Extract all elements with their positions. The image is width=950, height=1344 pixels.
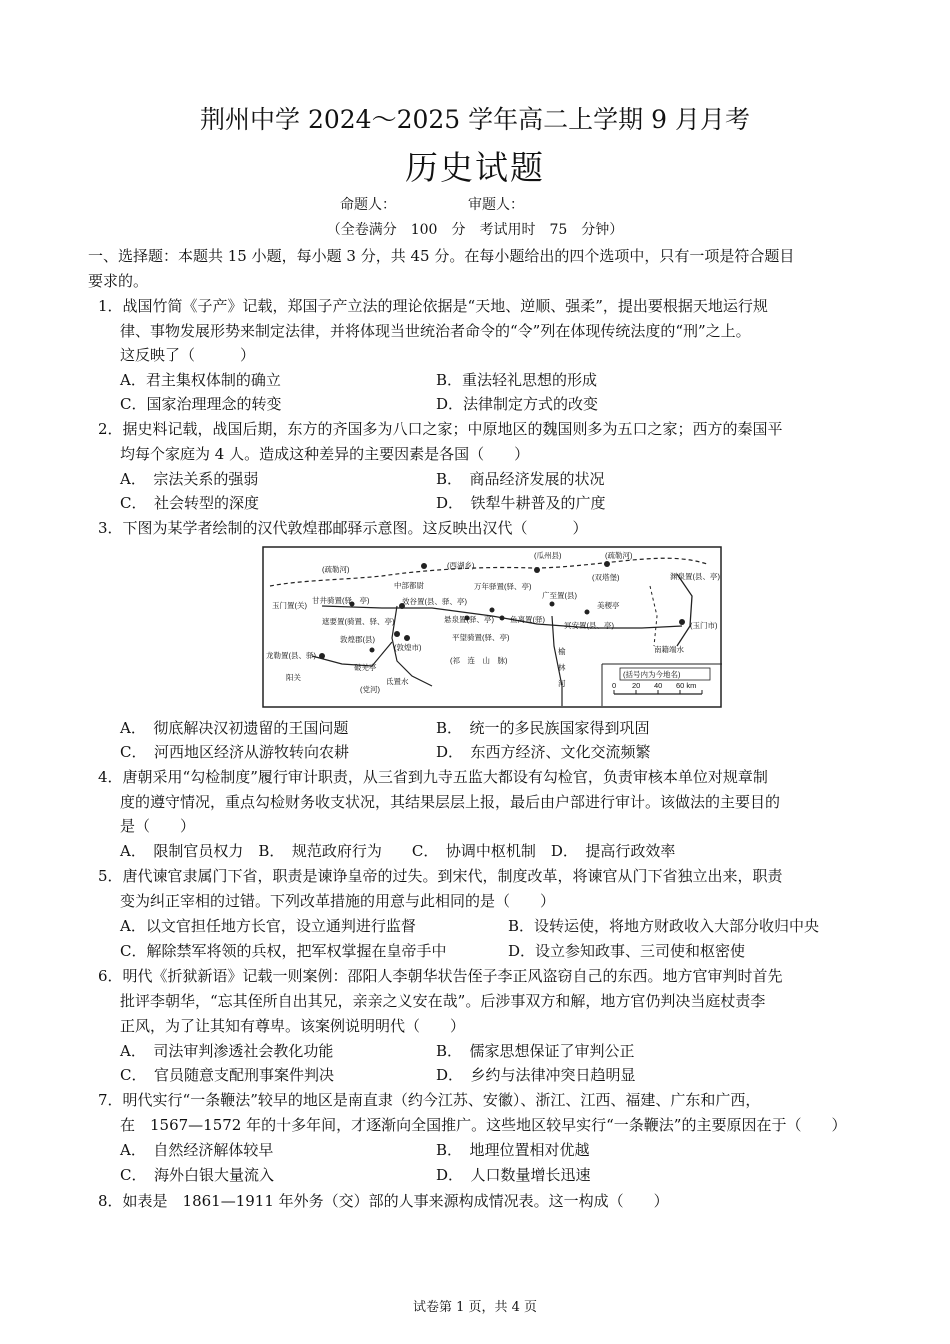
- map-label: (双塔堡): [592, 573, 620, 582]
- map-label: (西湖乡): [447, 561, 475, 570]
- section-intro: 一、选择题：本题共 15 小题，每小题 3 分，共 45 分。在每小题给出的四个选项中，只有一项是符合题目: [88, 247, 795, 265]
- q7-option-b[interactable]: B． 地理位置相对优越: [436, 1141, 590, 1159]
- q5-stem: 5．唐代谏官隶属门下省，职责是谏诤皇帝的过失。到宋代，制度改革，将谏官从门下省独立出来，职责: [98, 867, 783, 885]
- map-label: (疏勒河): [605, 551, 633, 560]
- map-label: 甘井骑置(驿、亭): [312, 596, 370, 605]
- section-intro-cont: 要求的。: [88, 272, 149, 290]
- q4-stem-2: 度的遵守情况，重点勾检财务收支状况，其结果层层上报，最后由户部进行审计。该做法的主要目的: [120, 793, 781, 811]
- map-scale-label: 0: [612, 681, 617, 690]
- map-label: 渊泉置(县、亭): [670, 572, 720, 581]
- q3-stem: 3．下图为某学者绘制的汉代敦煌郡邮驿示意图。这反映出汉代（ ）: [98, 519, 588, 537]
- q7-option-a[interactable]: A． 自然经济解体较早: [120, 1141, 274, 1159]
- map-label: 中部都尉: [394, 581, 424, 590]
- q1-stem-3: 这反映了（ ）: [120, 346, 256, 364]
- map-scale-label: 40: [654, 681, 663, 690]
- q3-option-a[interactable]: A． 彻底解决汉初遗留的王国问题: [120, 719, 349, 737]
- q4-stem-3: 是（ ）: [120, 817, 196, 835]
- q5-stem-2: 变为纠正宰相的过错。下列改革措施的用意与此相同的是（ ）: [120, 892, 556, 910]
- map-label: 破羌亭: [354, 663, 377, 672]
- map-label: 遮要置(骑置、驿、亭): [322, 617, 395, 626]
- q3-option-c[interactable]: C． 河西地区经济从游牧转向农耕: [120, 743, 349, 761]
- q6-option-b[interactable]: B． 儒家思想保证了审判公正: [436, 1042, 635, 1060]
- q4-options[interactable]: A． 限制官员权力 B． 规范政府行为 C． 协调中枢机制 D． 提高行政效率: [120, 842, 676, 860]
- q1-option-d[interactable]: D．法律制定方式的改变: [436, 395, 599, 413]
- map-label: 河: [558, 679, 566, 688]
- q1-option-b[interactable]: B．重法轻礼思想的形成: [436, 371, 598, 389]
- map-label: 南籍端水: [654, 645, 684, 654]
- q8-stem: 8．如表是 1861—1911 年外务（交）部的人事来源构成情况表。这一构成（ ）: [98, 1192, 669, 1210]
- q6-option-c[interactable]: C． 官员随意支配刑事案件判决: [120, 1066, 334, 1084]
- dunhuang-postal-map: [262, 546, 722, 708]
- map-label: 广至置(县): [542, 591, 577, 600]
- map-label: 阳关: [286, 673, 301, 682]
- map-label: 效谷置(县、驿、亭): [402, 597, 467, 606]
- q7-option-d[interactable]: D． 人口数量增长迅速: [436, 1166, 591, 1184]
- q2-option-d[interactable]: D． 铁犁牛耕普及的广度: [436, 494, 606, 512]
- author-label: 命题人：: [340, 197, 396, 213]
- map-legend-note: (括号内为今地名): [623, 670, 681, 679]
- reviewer-label: 审题人：: [468, 197, 524, 213]
- q2-option-b[interactable]: B． 商品经济发展的状况: [436, 470, 605, 488]
- q7-option-c[interactable]: C． 海外白银大量流入: [120, 1166, 274, 1184]
- map-label: 龙勒置(县、驿): [266, 651, 316, 660]
- q6-stem: 6．明代《折狱新语》记载一则案例：邵阳人李朝华状告侄子李正风盗窃自己的东西。地方官审判时首先: [98, 967, 783, 985]
- map-label: 玉门置(关): [272, 601, 307, 610]
- map-label: 鱼离置(驿): [510, 615, 545, 624]
- q1-stem-2: 律、事物发展形势来制定法律，并将体现当世统治者命令的“令”列在体现传统法度的“刑”之上。: [120, 322, 751, 340]
- q5-option-d[interactable]: D．设立参知政事、三司使和枢密使: [508, 942, 746, 960]
- map-label: (敦煌市): [394, 643, 422, 652]
- exam-note: （全卷满分 100 分 考试用时 75 分钟）: [326, 222, 624, 238]
- q5-option-c[interactable]: C．解除禁军将领的兵权，把军权掌握在皇帝手中: [120, 942, 447, 960]
- exam-title: 荆州中学 2024～2025 学年高二上学期 9 月月考: [200, 105, 750, 134]
- q6-option-a[interactable]: A． 司法审判渗透社会教化功能: [120, 1042, 334, 1060]
- q2-option-a[interactable]: A． 宗法关系的强弱: [120, 470, 259, 488]
- q7-stem-2: 在 1567—1572 年的十多年间，才逐渐向全国推广。这些地区较早实行“一条鞭法”的主要原因在于（ ）: [120, 1116, 847, 1134]
- q1-option-a[interactable]: A．君主集权体制的确立: [120, 371, 281, 389]
- map-label: 敦煌郡(县): [340, 635, 375, 644]
- map-label: 冥安置(县、亭): [564, 621, 614, 630]
- map-label: (疏勒河): [322, 565, 350, 574]
- q3-option-d[interactable]: D． 东西方经济、文化交流频繁: [436, 743, 651, 761]
- q2-stem-2: 均每个家庭为 4 人。造成这种差异的主要因素是各国（ ）: [120, 445, 530, 463]
- map-scale-label: 60 km: [676, 681, 697, 690]
- q5-option-a[interactable]: A．以文官担任地方长官，设立通判进行监督: [120, 917, 416, 935]
- q1-stem: 1．战国竹简《子产》记载，郑国子产立法的理论依据是“天地、逆顺、强柔”，提出要根据天地运行规: [98, 297, 768, 315]
- map-label: 林: [558, 663, 566, 672]
- map-label: 氐置水: [386, 677, 409, 686]
- q5-option-b[interactable]: B．设转运使，将地方财政收入大部分收归中央: [508, 917, 820, 935]
- q1-option-c[interactable]: C．国家治理理念的转变: [120, 395, 282, 413]
- map-label: 美稷亭: [597, 601, 620, 610]
- map-label: 榆: [558, 647, 566, 656]
- map-scale-label: 20: [632, 681, 641, 690]
- q7-stem: 7．明代实行“一条鞭法”较早的地区是南直隶（约今江苏、安徽）、浙江、江西、福建、广东和广西，: [98, 1091, 761, 1109]
- q4-stem: 4．唐朝采用“勾检制度”履行审计职责，从三省到九寺五监大都设有勾检官，负责审核本单位对规章制: [98, 768, 768, 786]
- q6-stem-2: 批评李朝华，“忘其侄所自出其兄，亲亲之义安在哉”。后涉事双方和解，地方官仍判决当庭杖责李: [120, 992, 766, 1010]
- page-footer: 试卷第 1 页，共 4 页: [412, 1300, 538, 1315]
- map-label: (玉门市): [690, 621, 718, 630]
- map-label: (祁 连 山 脉): [450, 656, 508, 665]
- map-label: 悬泉置(驿、亭): [444, 615, 494, 624]
- q6-stem-3: 正风，为了让其知有尊卑。该案例说明明代（ ）: [120, 1017, 466, 1035]
- map-label: 万年驿置(驿、亭): [474, 582, 532, 591]
- q2-stem: 2．据史料记载，战国后期，东方的齐国多为八口之家；中原地区的魏国则多为五口之家；西方的秦国平: [98, 420, 783, 438]
- subject-title: 历史试题: [405, 148, 545, 187]
- map-label: (瓜州县): [534, 551, 562, 560]
- q6-option-d[interactable]: D． 乡约与法律冲突日趋明显: [436, 1066, 636, 1084]
- map-label: 平望骑置(驿、亭): [452, 633, 510, 642]
- q3-option-b[interactable]: B． 统一的多民族国家得到巩固: [436, 719, 650, 737]
- q2-option-c[interactable]: C． 社会转型的深度: [120, 494, 259, 512]
- map-label: (党河): [360, 685, 380, 694]
